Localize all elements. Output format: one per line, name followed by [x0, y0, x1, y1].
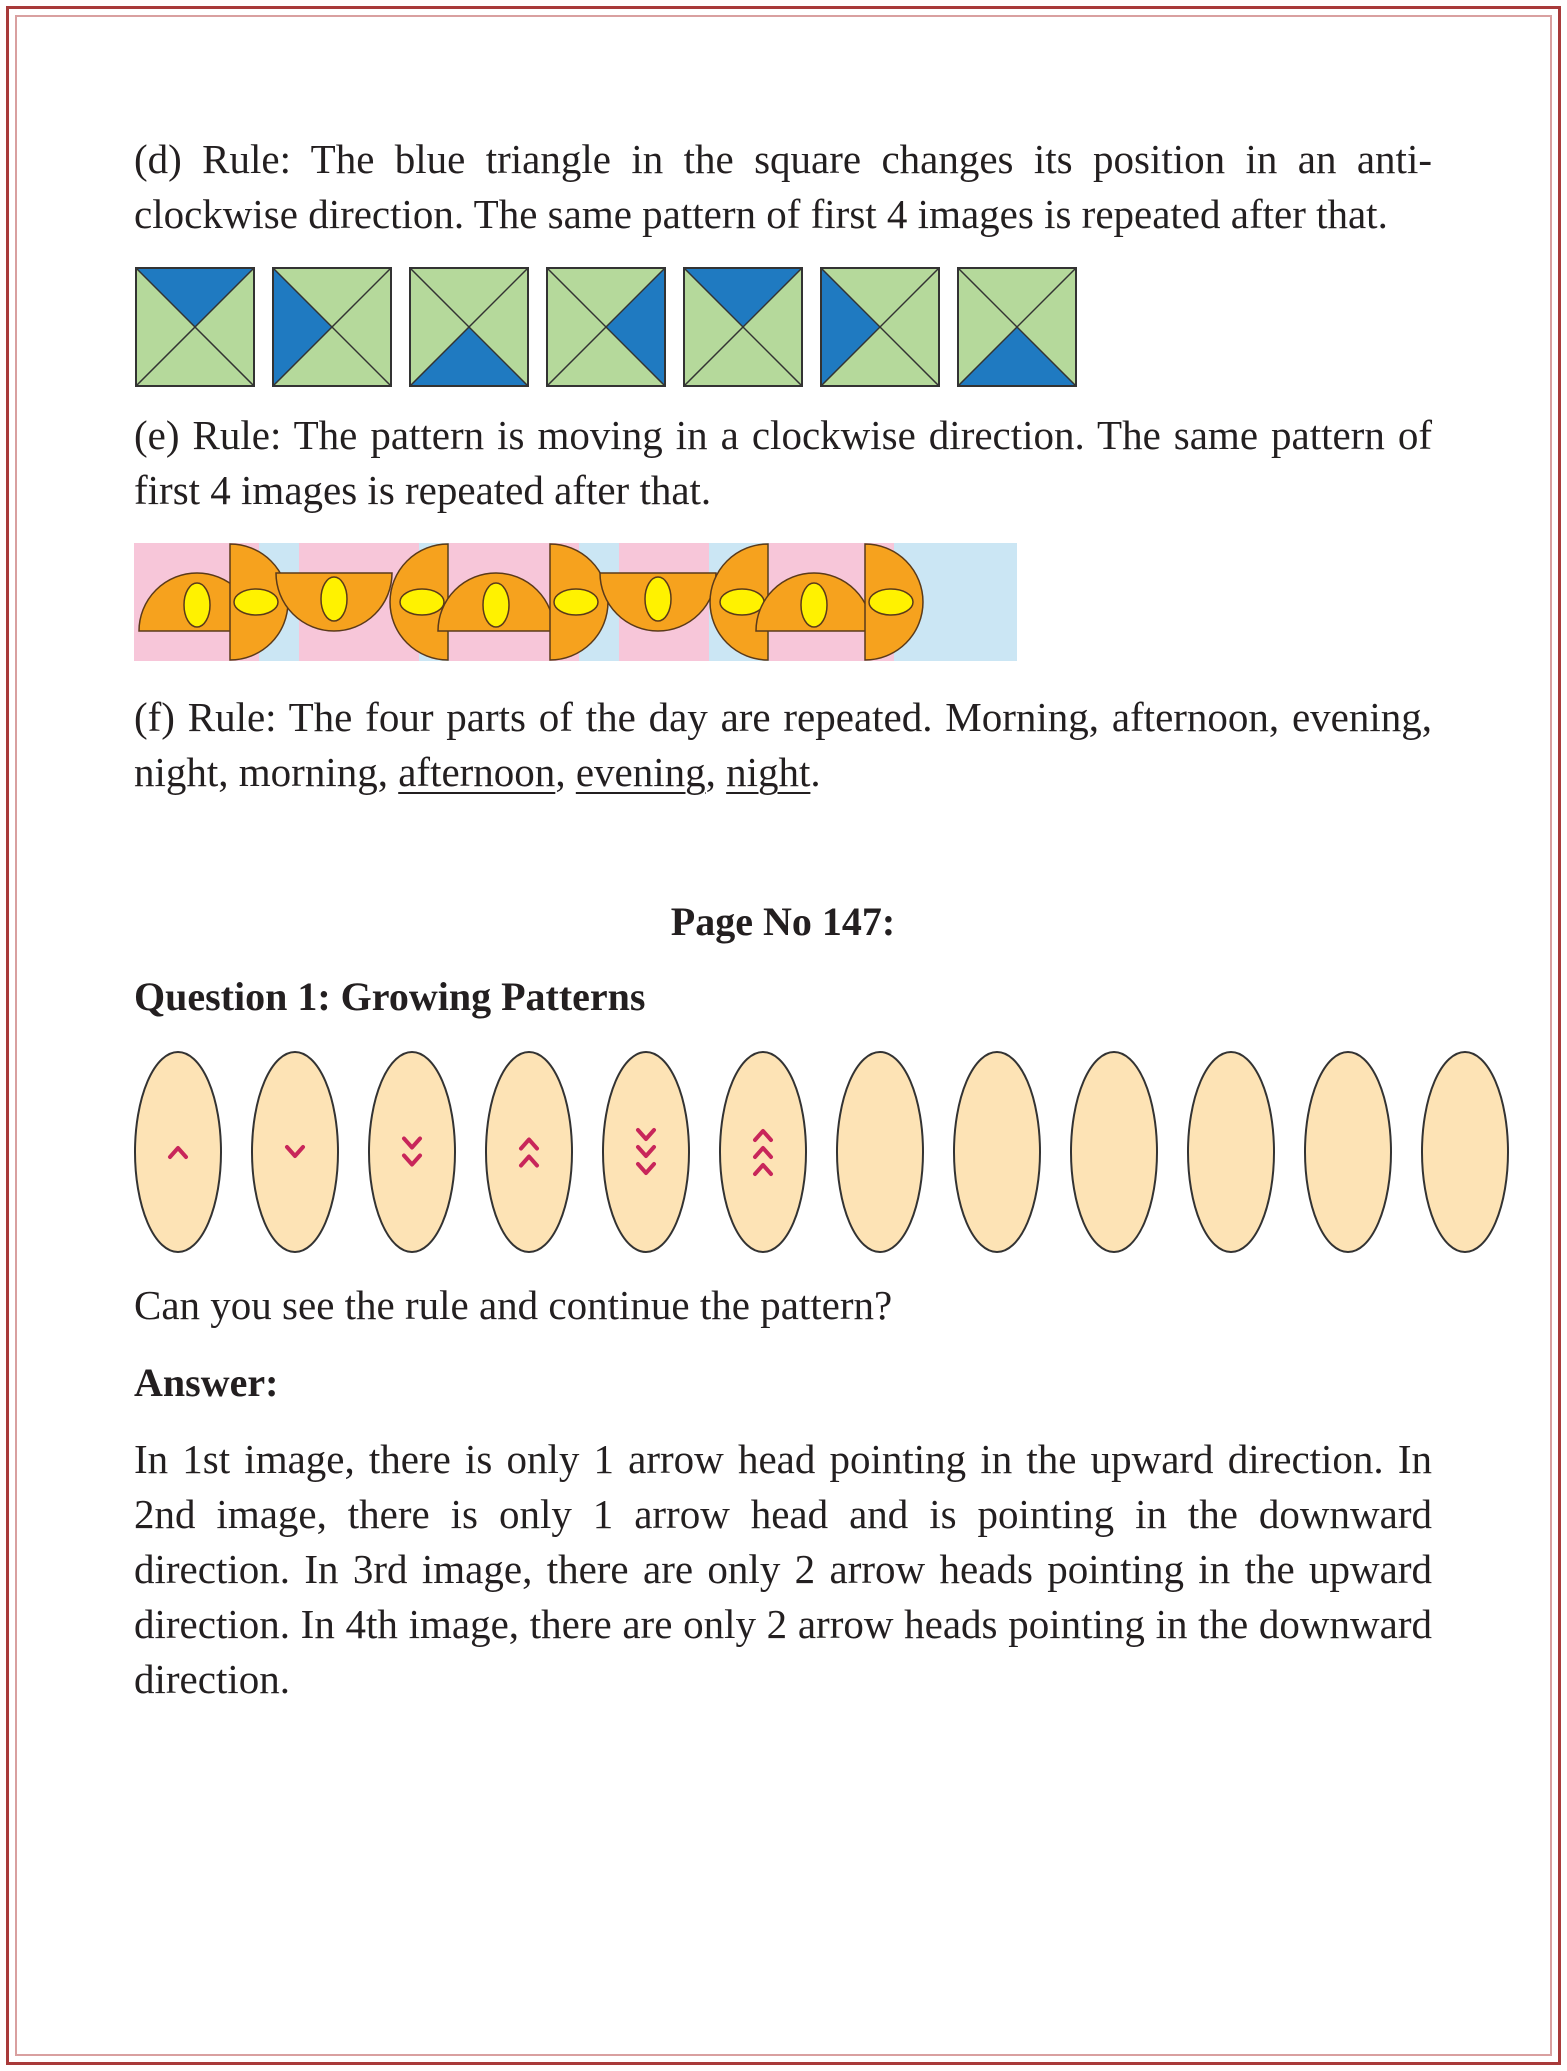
rule-f-text	[134, 690, 1432, 800]
rule-d-text: (d) Rule: The blue triangle in the square changes its position in an anti-clockwise direction. The same pattern of first 4 images is repeated after that.	[134, 136, 1432, 237]
pattern-ellipse	[1422, 1052, 1508, 1252]
squares-pattern-figure	[134, 264, 1134, 394]
square-tile	[410, 268, 528, 386]
rule-e-text: (e) Rule: The pattern is moving in a clockwise direction. The same pattern of first 4 images is repeated after that.	[134, 412, 1432, 513]
pattern-ellipse	[369, 1052, 455, 1252]
sep-2: ,	[705, 749, 727, 795]
pattern-ellipse	[837, 1052, 923, 1252]
pattern-ellipse	[720, 1052, 806, 1252]
semicircle-pattern-figure	[134, 538, 1034, 668]
word-afternoon: afternoon	[398, 749, 556, 795]
prompt-text: Can you see the rule and continue the pattern?	[134, 1282, 893, 1328]
end-period: .	[810, 749, 821, 795]
pattern-ellipse	[1071, 1052, 1157, 1252]
page-number-heading: Page No 147:	[670, 899, 896, 944]
pattern-ellipse	[486, 1052, 572, 1252]
square-tile	[136, 268, 254, 386]
pattern-ellipse	[135, 1052, 221, 1252]
rule-f-plain: (f) Rule: The four parts of the day are repeated. Morning, afternoon, evening, night, morning,	[134, 694, 1432, 795]
pattern-ellipse	[603, 1052, 689, 1252]
question-heading: Question 1: Growing Patterns	[134, 974, 646, 1019]
square-tile	[821, 268, 939, 386]
square-tile	[958, 268, 1076, 386]
pattern-ellipse	[252, 1052, 338, 1252]
word-evening: evening	[575, 749, 706, 795]
square-tile	[547, 268, 665, 386]
word-night: night	[726, 749, 811, 795]
pattern-ellipse	[954, 1052, 1040, 1252]
sep-1: ,	[555, 749, 576, 795]
growing-pattern-figure	[132, 1048, 1512, 1258]
pattern-ellipse	[1305, 1052, 1391, 1252]
square-tile	[273, 268, 391, 386]
pattern-ellipse	[1188, 1052, 1274, 1252]
square-tile	[684, 268, 802, 386]
page-content	[134, 132, 1432, 1707]
answer-label: Answer:	[134, 1360, 279, 1405]
answer-text: In 1st image, there is only 1 arrow head pointing in the upward direction. In 2nd image, there is only 1 arrow head and is pointing in the downward direction. In 3rd image, there are only 2 arrow heads pointing in the upward direction. In 4th image, there are only 2 arrow heads pointing in the downward direction.	[134, 1436, 1432, 1702]
